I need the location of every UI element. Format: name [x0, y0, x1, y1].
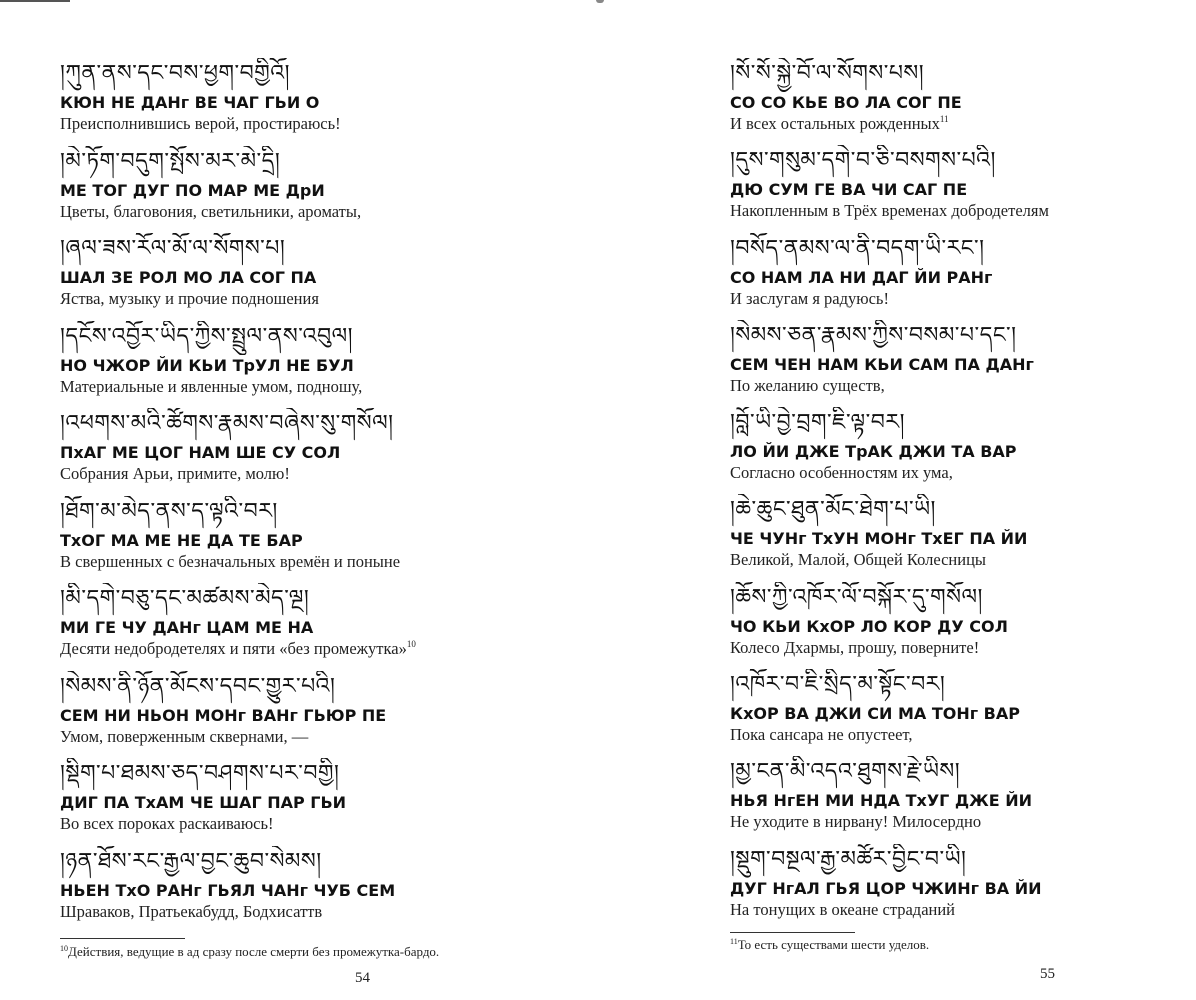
- verse: [730, 145, 1170, 232]
- footnote-rule-right: [730, 932, 855, 933]
- transliteration-line: ЧЕ ЧУНг ТхУН МОНг ТхЕГ ПА ЙИ: [730, 529, 1028, 549]
- tibetan-line: །སོ་སོ་སྐྱེ་བོ་ལ་སོགས་པས།: [730, 61, 925, 86]
- binding-mark: [596, 0, 604, 3]
- translation-text: И всех остальных рожденных: [730, 114, 940, 133]
- tibetan-line: །སེམས་ནི་ཉོན་མོངས་དབང་གྱུར་པའི།: [60, 673, 336, 699]
- transliteration-line: НЬЕН ТхО РАНг ГЬЯЛ ЧАНг ЧУБ СЕМ: [60, 880, 396, 900]
- translation-text: Цветы, благовония, светильники, ароматы,: [60, 201, 362, 221]
- verse: [60, 671, 560, 759]
- page-edge: [0, 0, 70, 2]
- transliteration-line: ЛО ЙИ ДЖЕ ТрАК ДЖИ ТА ВАР: [730, 442, 1017, 462]
- verse: [730, 756, 1170, 843]
- translation-text: Умом, поверженным сквернами, —: [60, 726, 309, 746]
- right-page: [730, 58, 1170, 931]
- transliteration-line: ДУГ НгАЛ ГЬЯ ЦОР ЧЖИНг ВА ЙИ: [730, 878, 1042, 898]
- tibetan-line: །འཕགས་མའི་ཚོགས་རྣམས་བཞེས་སུ་གསོལ།: [60, 411, 394, 436]
- verse: [730, 233, 1170, 320]
- verse: [60, 758, 560, 846]
- translation-text: Колесо Дхармы, прошу, поверните!: [730, 637, 980, 657]
- translation-line: [60, 201, 560, 223]
- translation-text: Собрания Арьи, примите, молю!: [60, 464, 290, 483]
- translation-line: [730, 899, 1170, 921]
- tibetan-line: །ཆེ་ཆུང་ཐུན་མོང་ཐེག་པ་ཡི།: [730, 497, 936, 523]
- translation-line: [60, 463, 560, 485]
- tibetan-line: །མི་དགེ་བཅུ་དང་མཚམས་མེད་ལྔ།: [60, 586, 310, 611]
- transliteration-line: ШАЛ ЗЕ РОЛ МО ЛА СОГ ПА: [60, 268, 317, 287]
- verse: [730, 669, 1170, 756]
- translation-line: [730, 200, 1170, 222]
- translation-text: Десяти недобродетелях и пяти «без промежутка»: [60, 639, 407, 658]
- transliteration-line: СЕМ ЧЕН НАМ КЬИ САМ ПА ДАНг: [730, 354, 1034, 374]
- verse: [730, 494, 1170, 581]
- translation-text: Преисполнившись верой, простираюсь!: [60, 114, 341, 133]
- transliteration-line: СО СО КЬЕ ВО ЛА СОГ ПЕ: [730, 93, 962, 112]
- tibetan-line: །བློ་ཡི་བྱེ་བྲག་ཇི་ལྟ་བར།: [730, 410, 905, 436]
- translation-text: И заслугам я радуюсь!: [730, 288, 889, 308]
- verse: [60, 496, 560, 584]
- transliteration-line: ТхОГ МА МЕ НЕ ДА ТЕ БАР: [60, 530, 303, 550]
- page-number-right: 55: [1040, 966, 1055, 982]
- transliteration-line: КхОР ВА ДЖИ СИ МА ТОНг ВАР: [730, 704, 1020, 724]
- tibetan-line: །མེ་ཏོག་བདུག་སྤོས་མར་མེ་དྲི།: [60, 148, 281, 174]
- translation-text: Не уходите в нирвану! Милосердно: [730, 812, 982, 832]
- footnote-mark: 11: [939, 114, 949, 124]
- translation-text: В свершенных с безначальных времён и поныне: [60, 551, 401, 571]
- transliteration-line: ДИГ ПА ТхАМ ЧЕ ШАГ ПАР ГЬИ: [60, 793, 347, 812]
- tibetan-line: །བསོད་ནམས་ལ་ནི་བདག་ཡི་རང་།: [730, 235, 985, 261]
- verse: [730, 844, 1170, 931]
- footnote-right: $^{11}$То есть существами шести уделов.: [730, 937, 930, 952]
- translation-text: Великой, Малой, Общей Колесницы: [730, 550, 986, 570]
- verse: [60, 846, 560, 934]
- translation-line: [730, 288, 1170, 310]
- tibetan-line: །སེམས་ཅན་རྣམས་ཀྱིས་བསམ་པ་དང་།: [730, 322, 1017, 348]
- translation-line: [60, 901, 560, 923]
- translation-text: Накопленным в Трёх временах добродетелям: [730, 201, 1049, 221]
- tibetan-line: །དངོས་འབྱོར་ཡིད་ཀྱིས་སྤྲུལ་ནས་འབུལ།: [60, 323, 354, 349]
- tibetan-line: །འཁོར་བ་ཇི་སྲིད་མ་སྟོང་བར།: [730, 672, 946, 698]
- translation-line: [730, 462, 1170, 484]
- transliteration-line: ПхАГ МЕ ЦОГ НАМ ШЕ СУ СОЛ: [60, 443, 341, 462]
- left-page: [60, 58, 560, 933]
- verse: [730, 582, 1170, 669]
- transliteration-line: ЧО КЬИ КхОР ЛО КОР ДУ СОЛ: [730, 616, 1008, 636]
- footnote-mark: 10: [406, 639, 416, 649]
- translation-line: [730, 549, 1170, 571]
- translation-line: [730, 113, 1170, 135]
- footnote-left: $^{10}$Действия, ведущие в ад сразу после смерти без промежутка-бардо.: [60, 944, 440, 959]
- translation-line: [60, 813, 560, 835]
- transliteration-line: МЕ ТОГ ДУГ ПО МАР МЕ ДрИ: [60, 180, 325, 200]
- translation-text: По желанию существ,: [730, 375, 885, 395]
- footnote-rule-left: [60, 938, 185, 939]
- transliteration-line: МИ ГЕ ЧУ ДАНг ЦАМ МЕ НА: [60, 618, 314, 637]
- tibetan-line: །སྡིག་པ་ཐམས་ཅད་བཤགས་པར་བགྱི།: [60, 761, 340, 786]
- translation-line: [60, 113, 560, 135]
- tibetan-line: །མྱ་ངན་མི་འདའ་ཐུགས་རྗེ་ཡིས།: [730, 759, 961, 785]
- verse: [60, 321, 560, 409]
- transliteration-line: КЮН НЕ ДАНг ВЕ ЧАГ ГЬИ О: [60, 93, 320, 112]
- translation-line: [730, 811, 1170, 833]
- transliteration-line: ДЮ СУМ ГЕ ВА ЧИ САГ ПЕ: [730, 180, 968, 200]
- transliteration-line: СЕМ НИ НЬОН МОНг ВАНг ГЬЮР ПЕ: [60, 705, 387, 725]
- translation-text: Шраваков, Пратьекабудд, Бодхисаттв: [60, 901, 323, 921]
- transliteration-line: НЬЯ НгЕН МИ НДА ТхУГ ДЖЕ ЙИ: [730, 791, 1033, 811]
- translation-line: [60, 376, 560, 398]
- translation-text: Материальные и явленные умом, подношу,: [60, 376, 363, 396]
- translation-text: Пока сансара не опустеет,: [730, 725, 913, 745]
- transliteration-line: СО НАМ ЛА НИ ДАГ ЙИ РАНг: [730, 267, 993, 287]
- translation-text: Согласно особенностям их ума,: [730, 463, 953, 483]
- verse: [730, 320, 1170, 407]
- translation-line: [60, 288, 560, 310]
- translation-line: [730, 375, 1170, 397]
- verse: [60, 408, 560, 496]
- tibetan-line: །དུས་གསུམ་དགེ་བ་ཅི་བསགས་པའི།: [730, 148, 996, 174]
- translation-line: [730, 637, 1170, 659]
- translation-text: На тонущих в океане страданий: [730, 899, 956, 919]
- verse: [60, 146, 560, 234]
- translation-line: [60, 551, 560, 573]
- translation-line: [60, 638, 560, 660]
- tibetan-line: །སྡུག་བསྔལ་རྒྱ་མཚོར་བྱིང་བ་ཡི།: [730, 846, 967, 872]
- translation-line: [730, 724, 1170, 746]
- tibetan-line: །ཉན་ཐོས་རང་རྒྱལ་བྱང་ཆུབ་སེམས།: [60, 848, 322, 874]
- tibetan-line: །ཐོག་མ་མེད་ནས་ད་ལྟའི་བར།: [60, 498, 278, 524]
- tibetan-line: །ཞལ་ཟས་རོལ་མོ་ལ་སོགས་པ།: [60, 236, 286, 261]
- verse: [60, 233, 560, 321]
- verse: [60, 58, 560, 146]
- tibetan-line: །ཆོས་ཀྱི་འཁོར་ལོ་བསྐོར་དུ་གསོལ།: [730, 584, 983, 610]
- verse: [730, 58, 1170, 145]
- translation-line: [60, 726, 560, 748]
- transliteration-line: НО ЧЖОР ЙИ КЬИ ТрУЛ НЕ БУЛ: [60, 355, 354, 375]
- translation-text: Во всех пороках раскаиваюсь!: [60, 814, 274, 833]
- verse: [60, 583, 560, 671]
- page-number-left: 54: [355, 970, 370, 986]
- verse: [730, 407, 1170, 494]
- tibetan-line: །ཀུན་ནས་དང་བས་ཕྱག་བགྱིའོ།: [60, 61, 290, 86]
- translation-text: Яства, музыку и прочие подношения: [60, 289, 319, 308]
